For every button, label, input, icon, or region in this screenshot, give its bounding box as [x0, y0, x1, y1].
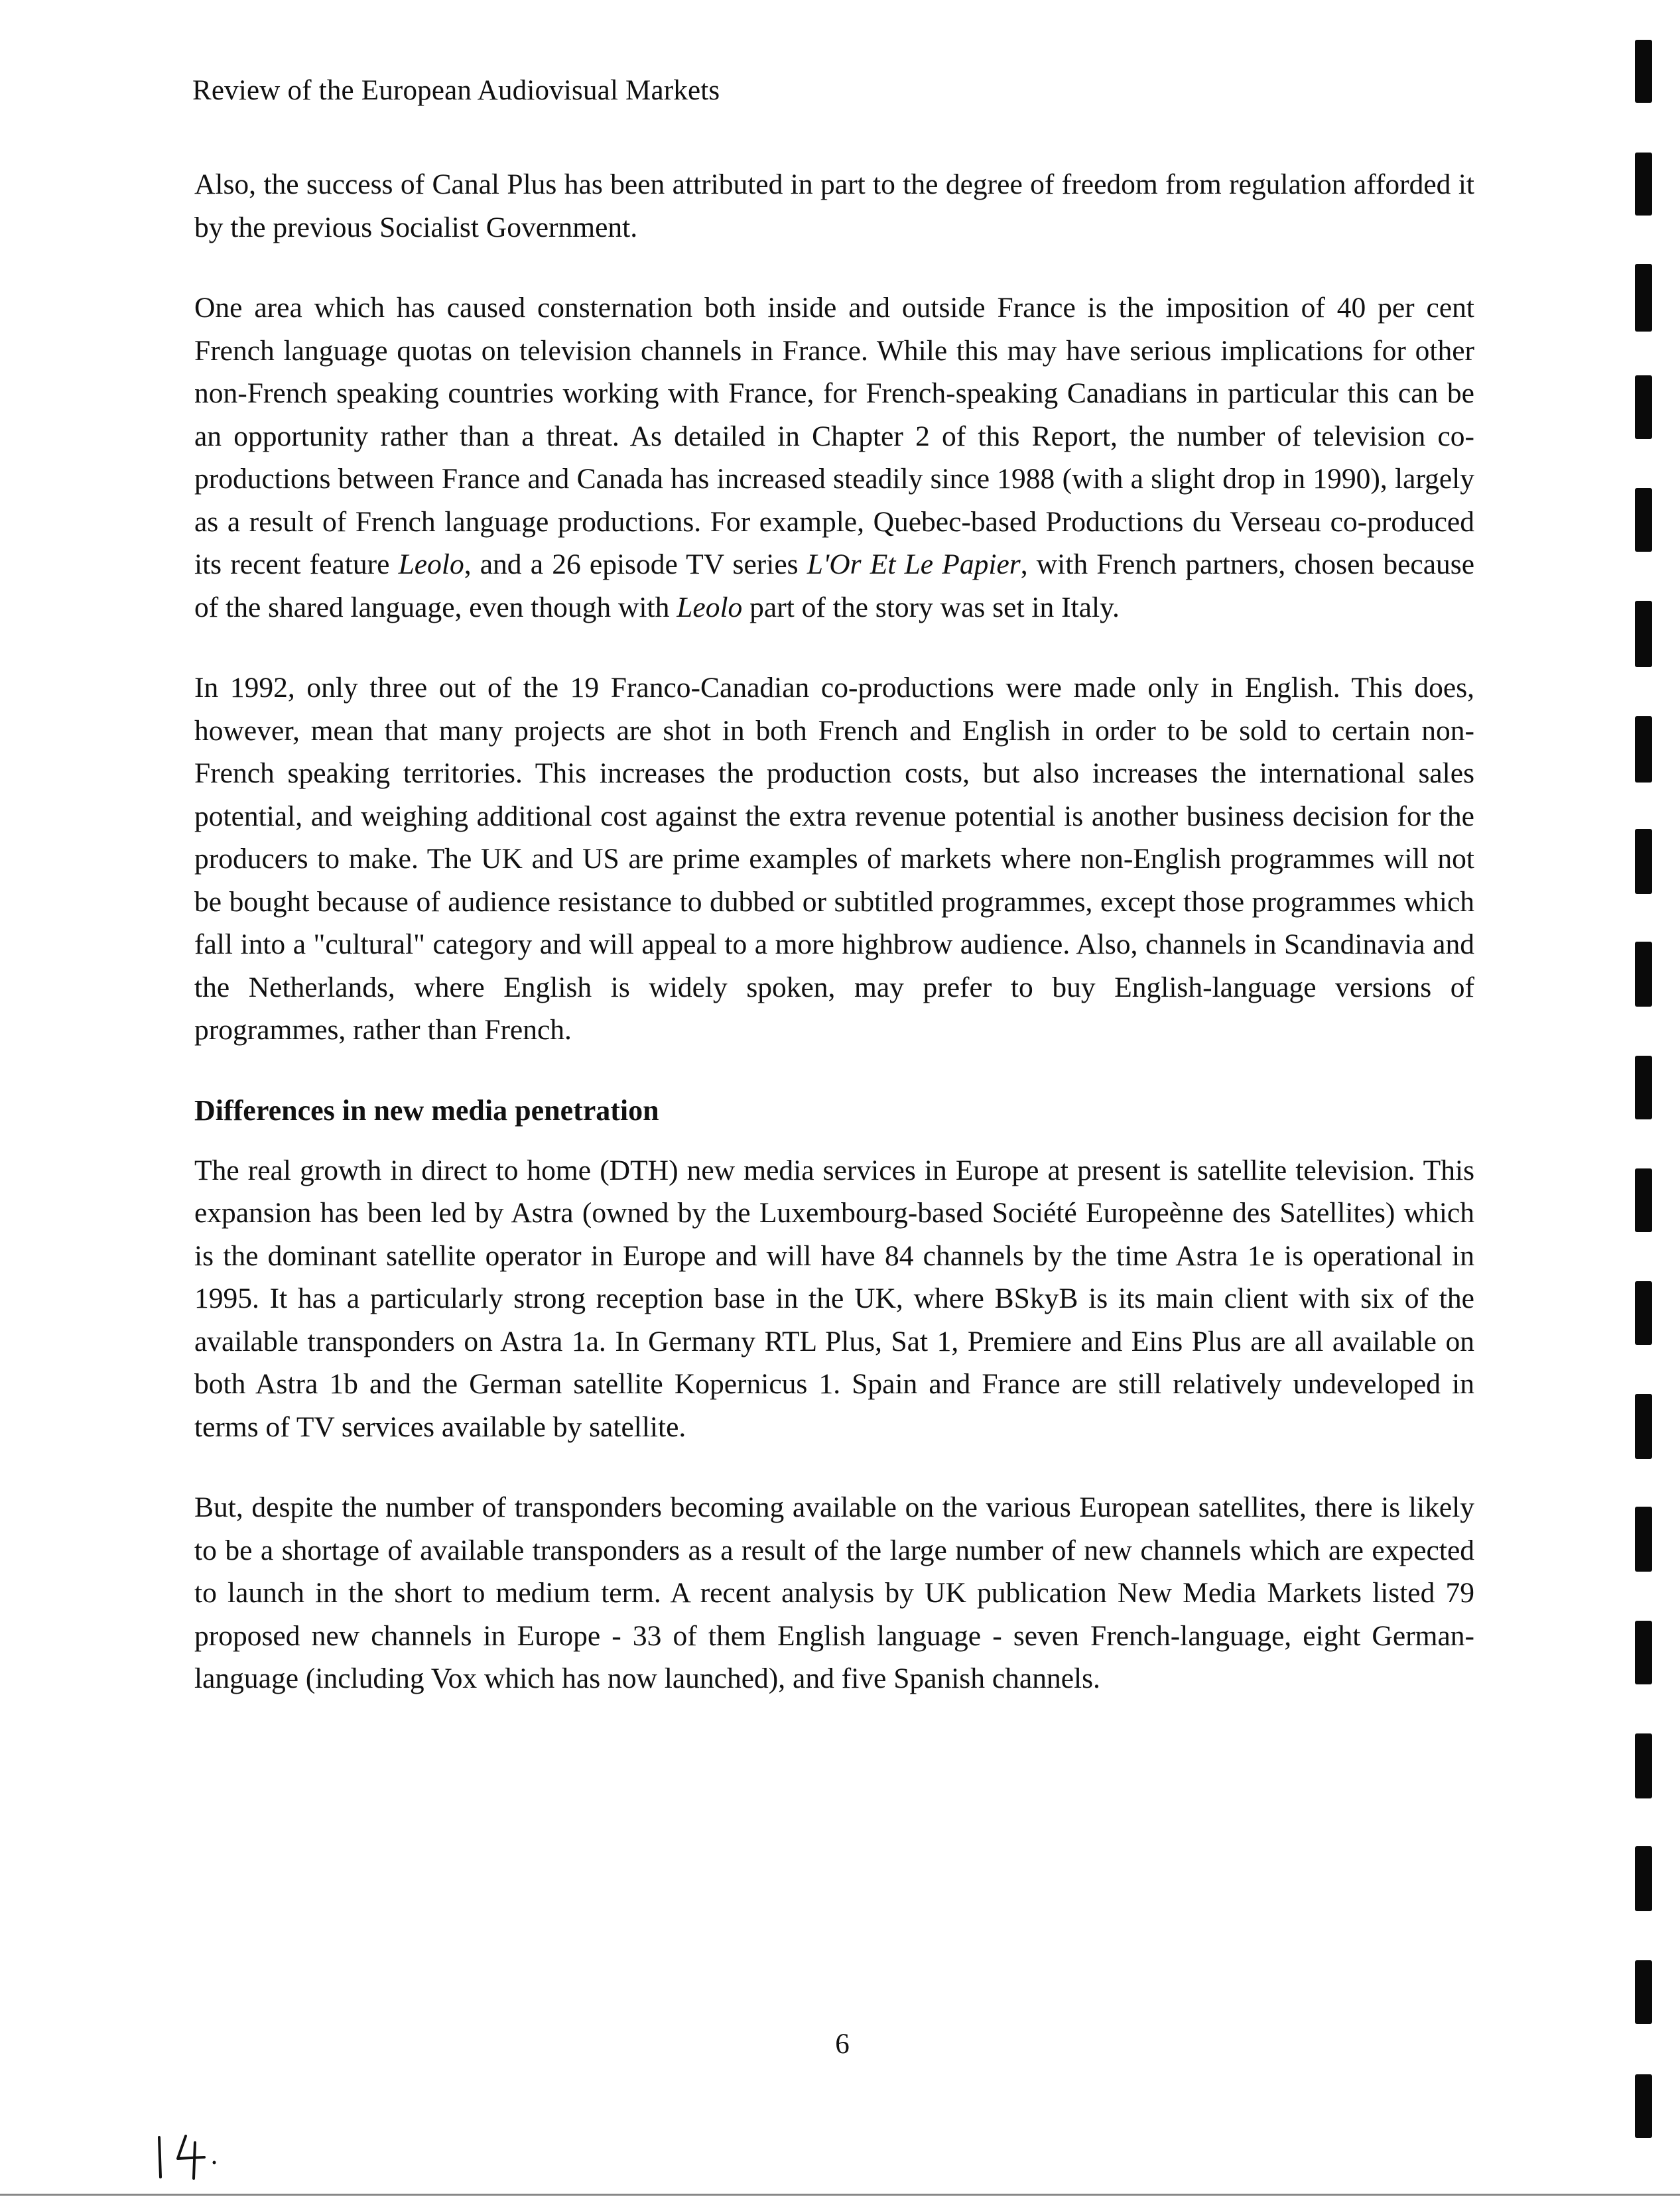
- binding-mark: [1635, 601, 1652, 667]
- binding-mark: [1635, 1733, 1652, 1798]
- document-body: [194, 163, 1474, 1738]
- binding-mark: [1635, 1621, 1652, 1684]
- binding-mark: [1635, 1281, 1652, 1345]
- page-number: 6: [835, 2029, 850, 2060]
- paragraph-language-quotas: [194, 286, 1474, 629]
- binding-mark: [1635, 1507, 1652, 1572]
- paragraph-text: One area which has caused consternation both inside and outside France is the imposition of 40 per cent French language quotas on television channels in France. While this may have serious implications for other non-French speaking countries working with France, for French-speaking Canadians in particular this can be an opportunity rather than a threat. As detailed in Chapter 2 of this Report, the number of television co-productions between France and Canada has increased steadily since 1988 (with a slight drop in 1990), largely as a result of French language productions. For example, Quebec-based Productions du Verseau co-produced its recent feature: [194, 292, 1474, 580]
- binding-mark: [1635, 2074, 1652, 2138]
- paragraph-text: part of the story was set in Italy.: [742, 591, 1120, 623]
- binding-mark: [1635, 264, 1652, 332]
- scan-bottom-edge: [0, 2194, 1680, 2196]
- binding-mark: [1635, 1846, 1652, 1911]
- paragraph-transponder-shortage: But, despite the number of transponders becoming available on the various European satellites, there is likely to be a shortage of available transponders as a result of the large number of new channels which are expected to launch in the short to medium term. A recent analysis by UK publication New Media Markets listed 79 proposed new channels in Europe - 33 of them English language - seven French-language, eight German-language (including Vox which has now launched), and five Spanish channels.: [194, 1491, 1474, 1694]
- binding-mark: [1635, 40, 1652, 103]
- binding-mark: [1635, 1960, 1652, 2024]
- section-heading: Differences in new media penetration: [194, 1094, 659, 1127]
- handwritten-page-note: [151, 2131, 218, 2184]
- binding-mark: [1635, 153, 1652, 216]
- binding-mark: [1635, 1056, 1652, 1119]
- binding-mark: [1635, 488, 1652, 552]
- running-header: Review of the European Audiovisual Markets: [192, 75, 720, 106]
- paragraph-satellite-growth: The real growth in direct to home (DTH) new media services in Europe at present is satellite television. This expansion has been led by Astra (owned by the Luxembourg-based Société Europeènne des Satellites) which is the dominant satellite operator in Europe and will have 84 channels by the time Astra 1e is operational in 1995. It has a particularly strong reception base in the UK, where BSkyB is its main client with six of the available transponders on Astra 1a. In Germany RTL Plus, Sat 1, Premiere and Eins Plus are all available on both Astra 1b and the German satellite Kopernicus 1. Spain and France are still relatively undeveloped in terms of TV services available by satellite.: [194, 1154, 1474, 1443]
- paragraph-canal-plus: Also, the success of Canal Plus has been attributed in part to the degree of freedom from regulation afforded it by the previous Socialist Government.: [194, 168, 1474, 243]
- binding-mark: [1635, 1394, 1652, 1459]
- film-title-leolo: Leolo: [677, 591, 743, 623]
- paragraph-text: , with French partners, chosen because of the shared language, even though with: [194, 548, 1474, 623]
- binding-hole-marks: [1635, 0, 1655, 2197]
- paragraph-co-productions-1992: In 1992, only three out of the 19 Franco-Canadian co-productions were made only in English. This does, however, mean that many projects are shot in both French and English in order to be sold to certain non-French speaking territories. This increases the production costs, but also increases the international sales potential, and weighing additional cost against the extra revenue potential is another business decision for the producers to make. The UK and US are prime examples of markets where non-English programmes will not be bought because of audience resistance to dubbed or subtitled programmes, except those programmes which fall into a "cultural" category and will appeal to a more highbrow audience. Also, channels in Scandinavia and the Netherlands, where English is widely spoken, may prefer to buy English-language versions of programmes, rather than French.: [194, 672, 1474, 1046]
- binding-mark: [1635, 829, 1652, 894]
- binding-mark: [1635, 1168, 1652, 1232]
- binding-mark: [1635, 942, 1652, 1007]
- binding-mark: [1635, 375, 1652, 439]
- film-title-leolo: Leolo: [398, 548, 464, 580]
- series-title-lor-et-le-papier: L'Or Et Le Papier: [807, 548, 1021, 580]
- binding-mark: [1635, 716, 1652, 783]
- paragraph-text: , and a 26 episode TV series: [464, 548, 807, 580]
